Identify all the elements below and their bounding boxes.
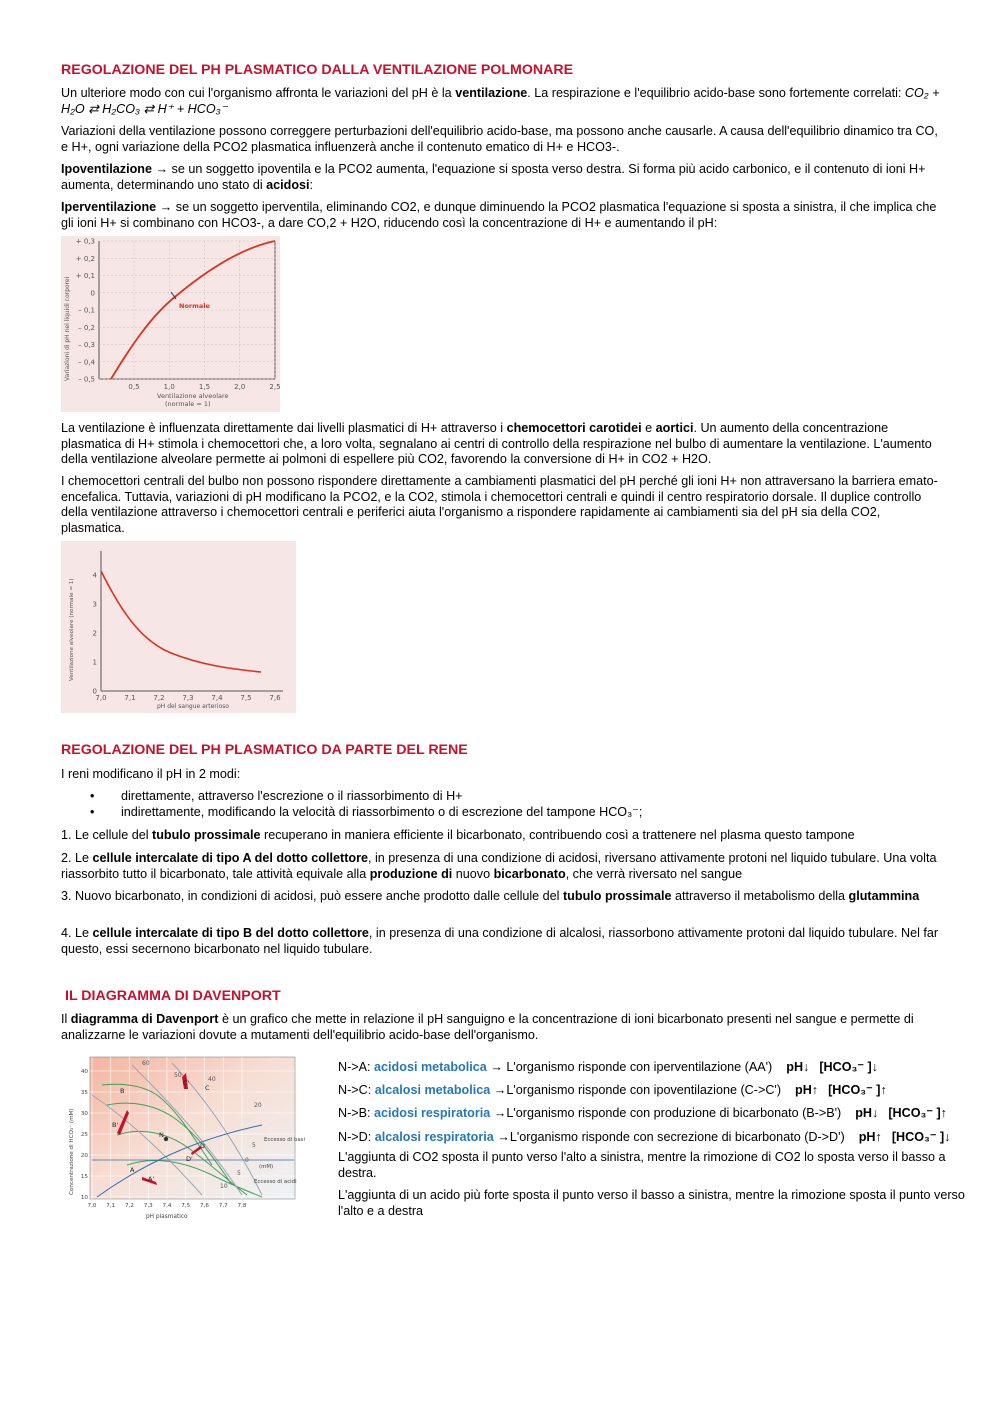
point-label: B' [112,1121,119,1129]
y-tick-label: 0 [90,289,95,298]
x-tick-label: 7,5 [240,694,252,702]
y-tick-label: 3 [92,600,97,609]
unit-mm: (mM) [259,1164,274,1170]
ph-change: pH↓ [786,1060,810,1074]
section-rene [61,742,941,760]
paragraph: Un ulteriore modo con cui l'organismo affronta le variazioni del pH è la ventilazione. La respirazione e l'equilibrio acido-base sono fortemente correlati: CO₂ + H₂O ⇄ H₂CO₃ ⇄ H⁺ + HCO₃⁻ [61,86,940,116]
x-tick-label: 7,1 [106,1203,116,1209]
y-tick-label: 10 [80,1195,88,1201]
y-tick-label: 2 [92,629,97,638]
davenport-row: N->D: alcalosi respiratoria →L'organismo risponde con secrezione di bicarbonato (D->D') pH↑ [HCO₃⁻ ]↓ [338,1130,951,1144]
chart-svg [61,541,296,713]
figure-ph-vs-ventilation [61,236,280,412]
label-eccesso-acidi: Eccesso di acidi [254,1179,297,1185]
x-tick-label: 1,0 [163,383,175,391]
x-tick-label: 7,6 [269,694,281,702]
x-tick-label: 7,3 [143,1203,153,1209]
label-eccesso-basi: Eccesso di basi [264,1137,305,1143]
paragraph: L'aggiunta di un acido più forte sposta il punto verso il basso a sinistra, mentre la rimozione sposta il punto verso l'alto e a destra [338,1188,965,1218]
x-axis-sublabel: (normale = 1) [165,400,211,408]
hco3-change: [HCO₃⁻ ]↓ [819,1060,878,1074]
paragraph: 1. Le cellule del tubulo prossimale recuperano in maniera efficiente il bicarbonato, contribuendo così a trattenere nel plasma questo tampone [61,828,855,842]
isobar-label: 50 [174,1072,182,1079]
x-tick-label: 7,0 [87,1203,97,1209]
paragraph: Iperventilazione → se un soggetto iperventila, eliminando CO2, e dunque diminuendo la PCO2 plasmatica l'equazione si sposta a sinistra, il che implica che gli ioni H+ si combinano con HCO3-, a dare CO,2 + H2O, riducendo così la concentrazione di H+ e aumentando il pH: [61,200,937,230]
list-item: • direttamente, attraverso l'escrezione o il riassorbimento di H+ [61,789,941,805]
paragraph: L'aggiunta di CO2 sposta il punto verso l'alto a sinistra, mentre la rimozione di CO2 lo sposta verso il basso a destra. [338,1150,946,1180]
paragraph: I reni modificano il pH in 2 modi: [61,767,241,781]
x-tick-label: 0,5 [128,383,140,391]
x-tick-label: 7,2 [153,694,165,702]
x-tick-label: 7,1 [124,694,136,702]
section-title: REGOLAZIONE DEL PH PLASMATICO DA PARTE DEL RENE [61,742,468,758]
isobar-label: 40 [208,1076,216,1083]
condition-name: acidosi metabolica [374,1060,487,1074]
y-axis-label: Ventilazione alveolare (normale = 1) [69,578,75,681]
condition-name: alcalosi respiratoria [374,1130,494,1144]
bullet-list [61,789,941,820]
isobar-label: 10 [220,1183,228,1190]
paragraph: Il diagramma di Davenport è un grafico che mette in relazione il pH sanguigno e la concentrazione di ioni bicarbonato presenti nel sangue e permette di analizzarne le variazioni dovute a mutamenti dell'equilibrio acido-base dell'organismo. [61,1012,914,1042]
section-title: IL DIAGRAMMA DI DAVENPORT [65,988,281,1004]
y-tick-label: 0 [92,687,97,696]
x-tick-label: 7,3 [182,694,194,702]
figure-ventilation-vs-ph [61,541,296,713]
y-tick-label: 35 [80,1090,88,1096]
condition-name: alcalosi metabolica [374,1083,491,1097]
x-axis-label: pH del sangue arterioso [157,703,229,710]
y-tick-label: 25 [80,1132,88,1138]
y-axis-label: Variazioni di pH nei liquidi corporei [64,276,71,381]
y-tick-label: 15 [80,1174,88,1180]
y-tick-label: 20 [80,1153,88,1159]
point-label: D [200,1142,206,1150]
x-tick-label: 7,4 [162,1203,172,1209]
hco3-change: [HCO₃⁻ ]↑ [828,1083,887,1097]
y-tick-label: 40 [80,1069,88,1075]
y-tick-label: 4 [92,571,97,580]
y-tick-label: – 0,5 [78,375,95,384]
chart-svg [61,236,280,412]
y-axis-label: Concentrazione di HCO₃⁻ (mM) [69,1108,75,1195]
x-tick-label: 7,4 [211,694,223,702]
section-davenport [65,988,945,1006]
x-tick-label: 7,7 [218,1203,228,1209]
isobar-label: 60 [142,1060,150,1067]
y-tick-label: 30 [80,1111,88,1117]
y-tick-label: – 0,3 [78,341,95,349]
point-label: C [205,1084,210,1092]
davenport-row: N->C: alcalosi metabolica →L'organismo risponde con ipoventilazione (C->C') pH↑ [HCO₃⁻ ]↑ [338,1083,887,1097]
x-tick-label: 7,0 [95,694,107,702]
y-tick-label: + 0,2 [75,254,95,263]
point-label: A [130,1166,135,1174]
paragraph: 2. Le cellule intercalate di tipo A del dotto collettore, in presenza di una condizione di acidosi, riversano attivamente protoni nel liquido tubulare. Una volta riassorbito tutto il bicarbonato, tale attività equivale alla produzione di nuovo bicarbonato, che verrà riversato nel sangue [61,851,937,881]
equation: CO₂ + H₂O ⇄ H₂CO₃ ⇄ H⁺ + HCO₃⁻ [61,86,940,116]
annotation-normale: Normale [179,302,210,310]
y-tick-label: – 0,4 [78,358,95,367]
isobar-label: 20 [254,1102,262,1109]
x-tick-label: 7,6 [200,1203,209,1209]
hco3-change: [HCO₃⁻ ]↑ [888,1106,947,1120]
x-tick-label: 7,2 [125,1203,134,1209]
ph-change: pH↑ [858,1130,882,1144]
section-ventilation [61,62,941,80]
x-tick-label: 2,0 [234,383,246,391]
paragraph: 3. Nuovo bicarbonato, in condizioni di acidosi, può essere anche prodotto dalle cellule del tubulo prossimale attraverso il metabolismo della glutammina [61,889,920,903]
list-item: • indirettamente, modificando la velocità di riassorbimento o di escrezione del tampone HCO₃⁻; [61,805,941,821]
figure-davenport [62,1055,305,1225]
excess-value-label: 5 [237,1170,241,1177]
x-tick-label: 2,5 [269,383,281,391]
chart-svg [62,1055,305,1225]
ph-change: pH↑ [795,1083,819,1097]
paragraph: Ipoventilazione → se un soggetto ipoventila e la PCO2 aumenta, l'equazione si sposta verso destra. Si forma più acido carbonico, e il contenuto di ioni H+ aumenta, determinando uno stato di acidosi: [61,162,926,192]
ph-change: pH↓ [855,1106,879,1120]
davenport-row: N->A: acidosi metabolica → L'organismo risponde con iperventilazione (AA') pH↓ [HCO₃⁻ ]↓ [338,1060,878,1074]
y-tick-label: – 0,2 [78,323,95,332]
condition-name: acidosi respiratoria [374,1106,491,1120]
paragraph: I chemocettori centrali del bulbo non possono rispondere direttamente a cambiamenti plasmatici del pH perché gli ioni H+ non attraversano la barriera emato-encefalica. Tuttavia, variazioni di pH modificano la PCO2, e la CO2, stimola i chemocettori centrali e quindi il centro respiratorio dorsale. Il duplice controllo della ventilazione attraverso i chemocettori centrali e periferici aiuta l'organismo a rispondere rapidamente ai cambiamenti sia del pH sia della CO2, plasmatica. [61,474,938,536]
y-tick-label: 1 [92,658,97,667]
x-axis-label: Ventilazione alveolare [157,392,229,400]
point-label: B [120,1087,125,1095]
x-tick-label: 1,5 [198,383,211,391]
paragraph: Variazioni della ventilazione possono correggere perturbazioni dell'equilibrio acido-base, ma possono anche causarle. A causa dell'equilibrio dinamico tra CO, e H+, ogni variazione della PCO2 plasmatica influenzerà anche il contenuto ematico di H+ e HCO3-. [61,124,938,154]
davenport-row: N->B: acidosi respiratoria →L'organismo risponde con produzione di bicarbonato (B->B') pH↓ [HCO₃⁻ ]↑ [338,1106,947,1120]
excess-value-label: 5 [252,1142,256,1149]
paragraph: 4. Le cellule intercalate di tipo B del dotto collettore, in presenza di una condizione di alcalosi, riassorbono attivamente protoni dal liquido tubulare. Nel far questo, essi secernono bicarbonato nel liquido tubulare. [61,926,939,956]
y-tick-label: – 0,1 [78,306,95,315]
x-axis-label: pH plasmatico [146,1214,188,1220]
point-label: N [159,1131,164,1139]
point-label: D' [186,1155,193,1163]
y-tick-label: + 0,1 [75,272,95,280]
data-curve [101,571,261,672]
point-label: A' [148,1175,155,1183]
x-tick-label: 7,5 [181,1203,191,1209]
section-title: REGOLAZIONE DEL PH PLASMATICO DALLA VENTILAZIONE POLMONARE [61,62,574,78]
x-tick-label: 7,8 [237,1203,247,1209]
point-label: C' [183,1079,190,1087]
point-n [164,1137,168,1141]
excess-value-label: 0 [245,1157,249,1164]
paragraph: La ventilazione è influenzata direttamente dai livelli plasmatici di H+ attraverso i chemocettori carotidei e aortici. Un aumento della concentrazione plasmatica di H+ stimola i chemocettori che, a loro volta, segnalano ai centri di controllo della respirazione nel bulbo di aumentare la ventilazione. L'aumento della ventilazione alveolare permette ai polmoni di espellere più CO2, favorendo la conversione di H+ in CO2 + H2O. [61,421,932,467]
hco3-change: [HCO₃⁻ ]↓ [891,1130,951,1144]
y-tick-label: + 0,3 [75,237,95,246]
